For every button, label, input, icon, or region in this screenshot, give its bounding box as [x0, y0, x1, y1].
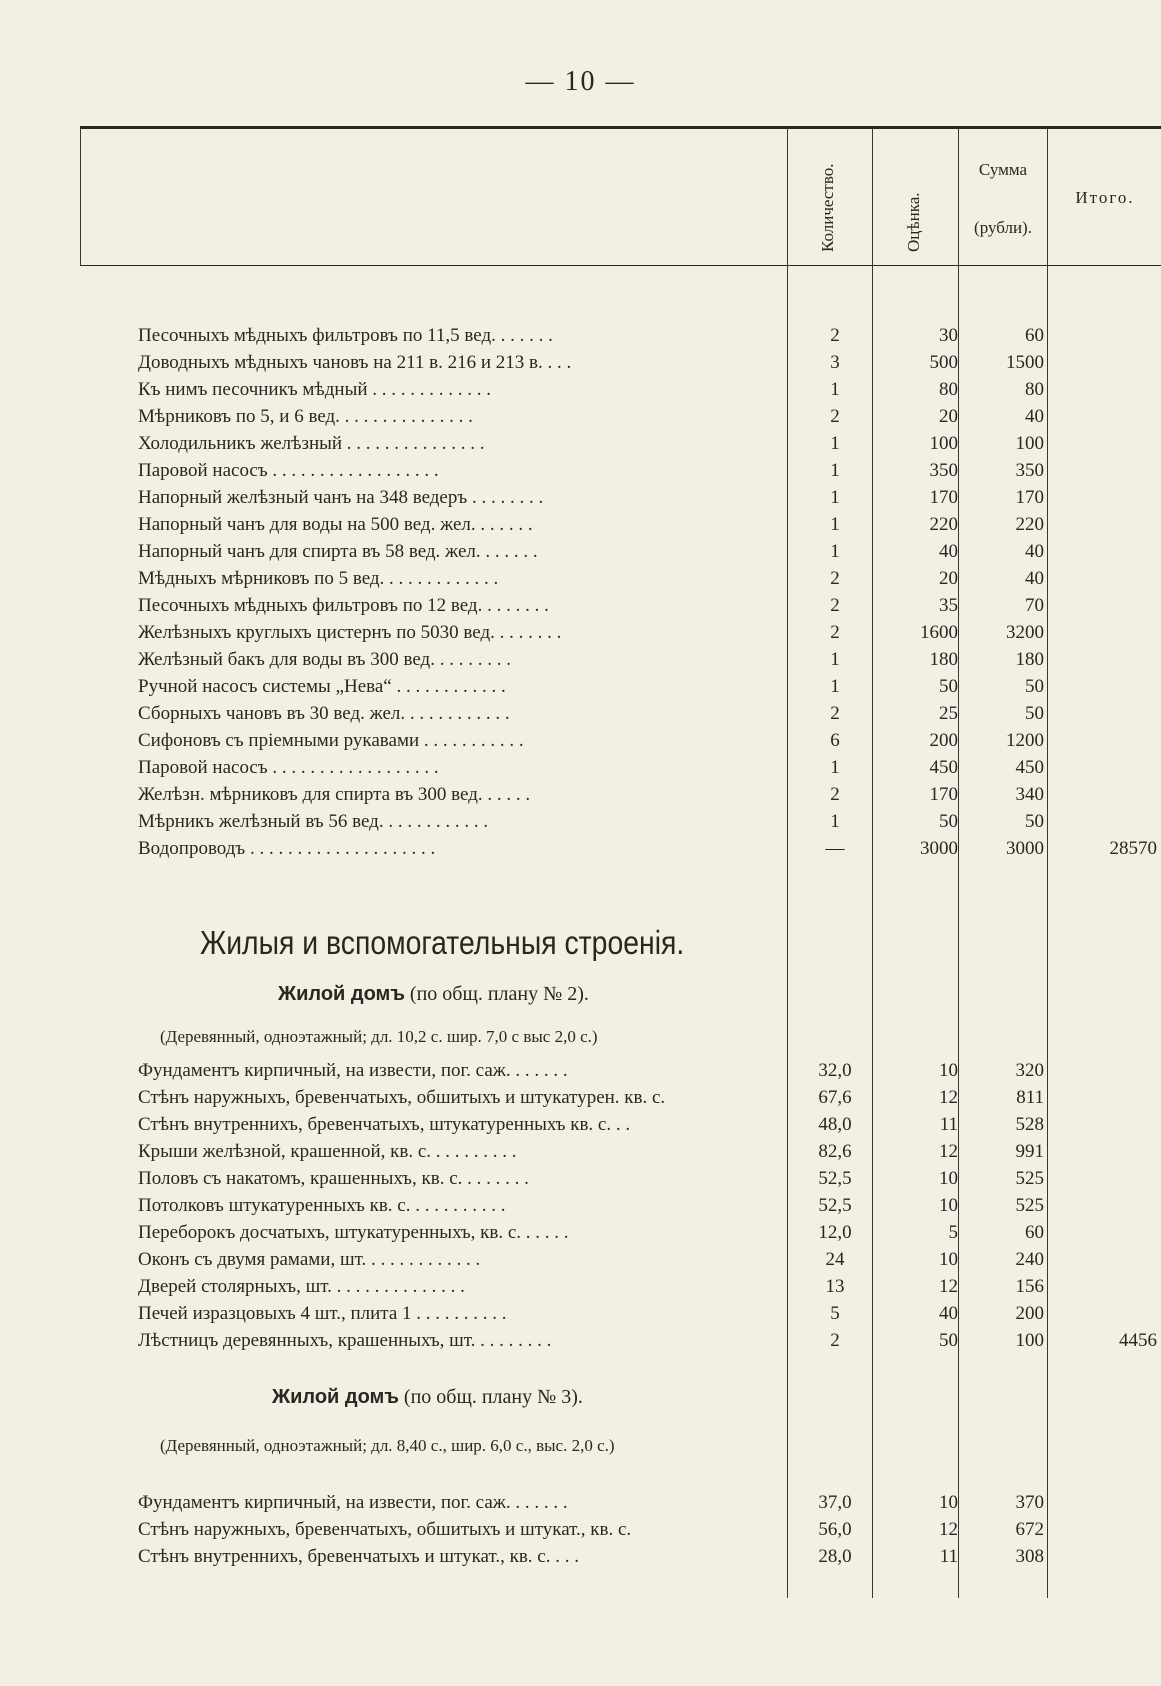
row-estimate: 12: [939, 1141, 958, 1162]
row-sum: 100: [1015, 433, 1044, 454]
row-sum: 672: [1015, 1519, 1044, 1540]
header-sum-line2: (рубли).: [974, 218, 1032, 237]
row-description: Мѣдныхъ мѣрниковъ по 5 вед. . . . . . . . . . . . .: [138, 568, 499, 589]
row-sum: 308: [1015, 1546, 1044, 1567]
row-estimate: 10: [939, 1168, 958, 1189]
table-top-rule: [80, 126, 1161, 129]
row-quantity: 2: [830, 325, 840, 346]
table-row: [0, 1301, 1161, 1327]
table-row: [0, 566, 1161, 592]
row-sum: 170: [1015, 487, 1044, 508]
row-sum: 40: [1025, 568, 1044, 589]
table-row: [0, 539, 1161, 565]
table-row: [0, 431, 1161, 457]
row-sum: 370: [1015, 1492, 1044, 1513]
row-sum: 525: [1015, 1168, 1044, 1189]
row-quantity: 12,0: [818, 1222, 852, 1243]
house3-heading: [272, 1386, 583, 1409]
table-row: [0, 782, 1161, 808]
row-quantity: 1: [830, 757, 840, 778]
row-estimate: 20: [939, 568, 958, 589]
row-quantity: 82,6: [818, 1141, 852, 1162]
page-number: — 10 —: [525, 66, 636, 97]
house3-title: Жилой домъ: [272, 1386, 399, 1408]
row-description: Холодильникъ желѣзный . . . . . . . . . . . . . . .: [138, 433, 485, 454]
row-sum: 1500: [1006, 352, 1044, 373]
house2-note: (Деревянный, одноэтажный; дл. 10,2 с. шир. 7,0 с выс 2,0 с.): [160, 1027, 598, 1046]
row-quantity: 13: [825, 1276, 845, 1297]
row-sum: 350: [1015, 460, 1044, 481]
header-sum-line1: Сумма: [978, 160, 1028, 179]
row-description: Оконъ съ двумя рамами, шт. . . . . . . . . . . . .: [138, 1249, 481, 1270]
row-description: Желѣзн. мѣрниковъ для спирта въ 300 вед. . . . . .: [138, 784, 531, 805]
row-sum: 525: [1015, 1195, 1044, 1216]
row-estimate: 20: [939, 406, 958, 427]
row-quantity: 1: [830, 649, 840, 670]
table-row: [0, 1274, 1161, 1300]
section-title: Жилыя и вспомогательныя строенія.: [200, 924, 685, 961]
row-description: Мѣрникъ желѣзный въ 56 вед. . . . . . . . . . . .: [138, 811, 489, 832]
table-row: [0, 593, 1161, 619]
row-sum: 340: [1015, 784, 1044, 805]
row-estimate: 50: [939, 676, 958, 697]
table-row: [0, 350, 1161, 376]
row-quantity: 1: [830, 811, 840, 832]
row-description: Стѣнъ наружныхъ, бревенчатыхъ, обшитыхъ и штукат., кв. с.: [138, 1519, 632, 1540]
row-description: Напорный чанъ для воды на 500 вед. жел. . . . . . .: [138, 514, 533, 535]
row-estimate: 50: [939, 1330, 958, 1351]
row-sum: 320: [1015, 1060, 1044, 1081]
row-sum: 528: [1015, 1114, 1044, 1135]
row-estimate: 80: [939, 379, 958, 400]
row-sum: 240: [1015, 1249, 1044, 1270]
row-sum: 200: [1015, 1303, 1044, 1324]
row-description: Желѣзный бакъ для воды въ 300 вед. . . . . . . . .: [138, 649, 511, 670]
row-estimate: 10: [939, 1492, 958, 1513]
row-description: Желѣзныхъ круглыхъ цистернъ по 5030 вед. . . . . . . .: [138, 622, 562, 643]
row-quantity: 37,0: [818, 1492, 852, 1513]
row-quantity: 5: [830, 1303, 840, 1324]
row-quantity: 2: [830, 622, 840, 643]
row-quantity: 6: [830, 730, 840, 751]
table-row: [0, 1490, 1161, 1516]
row-description: Сборныхъ чановъ въ 30 вед. жел. . . . . . . . . . . .: [138, 703, 510, 724]
row-estimate: 11: [939, 1546, 958, 1567]
row-description: Дверей столярныхъ, шт. . . . . . . . . . . . . . .: [138, 1276, 465, 1297]
row-estimate: 450: [929, 757, 958, 778]
row-quantity: 48,0: [818, 1114, 852, 1135]
table-row: [0, 701, 1161, 727]
table-row: [0, 1517, 1161, 1543]
row-quantity: 2: [830, 568, 840, 589]
row-description: Фундаментъ кирпичный, на извести, пог. саж. . . . . . .: [138, 1492, 568, 1513]
row-sum: 156: [1015, 1276, 1044, 1297]
row-estimate: 40: [939, 1303, 958, 1324]
house2-title: Жилой домъ: [278, 983, 405, 1005]
row-description: Переборокъ досчатыхъ, штукатуренныхъ, кв. с. . . . . .: [138, 1222, 569, 1243]
row-estimate: 11: [939, 1114, 958, 1135]
row-description: Ручной насосъ системы „Нева“ . . . . . . . . . . . .: [138, 676, 506, 697]
table-row: [0, 512, 1161, 538]
house3-plan: (по общ. плану № 3).: [398, 1386, 583, 1408]
row-sum: 450: [1015, 757, 1044, 778]
table-row: [0, 1247, 1161, 1273]
row-description: Фундаментъ кирпичный, на извести, пог. саж. . . . . . .: [138, 1060, 568, 1081]
row-description: Половъ съ накатомъ, крашенныхъ, кв. с. . . . . . . .: [138, 1168, 529, 1189]
row-description: Печей изразцовыхъ 4 шт., плита 1 . . . . . . . . . .: [138, 1303, 507, 1324]
header-estimate: Оцѣнка.: [904, 192, 923, 252]
row-quantity: 2: [830, 406, 840, 427]
table-row: [0, 647, 1161, 673]
row-estimate: 200: [929, 730, 958, 751]
row-description: Стѣнъ внутреннихъ, бревенчатыхъ и штукат., кв. с. . . .: [138, 1546, 579, 1567]
row-estimate: 5: [948, 1222, 958, 1243]
row-sum: 1200: [1006, 730, 1044, 751]
table-row: [0, 674, 1161, 700]
table-row: [0, 1139, 1161, 1165]
row-description: Напорный чанъ для спирта въ 58 вед. жел. . . . . . .: [138, 541, 538, 562]
row-quantity: 52,5: [818, 1195, 852, 1216]
table-row: [0, 755, 1161, 781]
row-estimate: 12: [939, 1087, 958, 1108]
table-row: [0, 1166, 1161, 1192]
row-description: Потолковъ штукатуренныхъ кв. с. . . . . . . . . . .: [138, 1195, 506, 1216]
row-estimate: 35: [939, 595, 958, 616]
row-sum: 50: [1025, 676, 1044, 697]
row-quantity: 1: [830, 676, 840, 697]
house2-plan: (по общ. плану № 2).: [404, 983, 589, 1005]
row-estimate: 170: [929, 487, 958, 508]
row-quantity: 1: [830, 514, 840, 535]
table-row: [0, 404, 1161, 430]
row-estimate: 40: [939, 541, 958, 562]
house3-note: (Деревянный, одноэтажный; дл. 8,40 с., шир. 6,0 с., выс. 2,0 с.): [160, 1436, 615, 1455]
table-row: [0, 1193, 1161, 1219]
row-description: Паровой насосъ . . . . . . . . . . . . . . . . . .: [138, 460, 439, 481]
row-sum: 180: [1015, 649, 1044, 670]
table-row: [0, 809, 1161, 835]
row-sum: 50: [1025, 703, 1044, 724]
row-quantity: 2: [830, 1330, 840, 1351]
row-estimate: 30: [939, 325, 958, 346]
row-quantity: —: [825, 838, 845, 859]
row-quantity: 28,0: [818, 1546, 852, 1567]
column-rule-left: [80, 128, 81, 266]
row-quantity: 32,0: [818, 1060, 852, 1081]
row-estimate: 100: [929, 433, 958, 454]
row-quantity: 1: [830, 541, 840, 562]
table-row: [0, 323, 1161, 349]
table-row: [0, 728, 1161, 754]
row-description: Сифоновъ съ пріемными рукавами . . . . . . . . . . .: [138, 730, 524, 751]
table-row: [0, 620, 1161, 646]
row-sum: 991: [1015, 1141, 1044, 1162]
row-quantity: 1: [830, 460, 840, 481]
row-sum: 3200: [1006, 622, 1044, 643]
header-quantity: Количество.: [818, 163, 837, 252]
row-sum: 40: [1025, 406, 1044, 427]
row-quantity: 2: [830, 703, 840, 724]
row-quantity: 67,6: [818, 1087, 852, 1108]
row-estimate: 180: [929, 649, 958, 670]
row-estimate: 10: [939, 1249, 958, 1270]
table-row: [0, 1085, 1161, 1111]
row-sum: 100: [1015, 1330, 1044, 1351]
row-description: Паровой насосъ . . . . . . . . . . . . . . . . . .: [138, 757, 439, 778]
table-row: [0, 1328, 1161, 1354]
row-description: Доводныхъ мѣдныхъ чановъ на 211 в. 216 и 213 в. . . .: [138, 352, 572, 373]
house2-heading: [278, 983, 589, 1006]
row-estimate: 220: [929, 514, 958, 535]
row-sum: 50: [1025, 811, 1044, 832]
row-sum: 220: [1015, 514, 1044, 535]
table-row: [0, 377, 1161, 403]
row-estimate: 50: [939, 811, 958, 832]
row-estimate: 12: [939, 1276, 958, 1297]
row-description: Мѣрниковъ по 5, и 6 вед. . . . . . . . . . . . . . .: [138, 406, 473, 427]
row-estimate: 500: [929, 352, 958, 373]
row-description: Водопроводъ . . . . . . . . . . . . . . . . . . . .: [138, 838, 436, 859]
row-quantity: 2: [830, 595, 840, 616]
table-row: [0, 1544, 1161, 1570]
row-estimate: 170: [929, 784, 958, 805]
table-row: [0, 485, 1161, 511]
row-quantity: 1: [830, 487, 840, 508]
table-header-rule: [80, 265, 1161, 266]
row-description: Песочныхъ мѣдныхъ фильтровъ по 11,5 вед. . . . . . .: [138, 325, 553, 346]
row-estimate: 3000: [920, 838, 958, 859]
header-total: Итого.: [1075, 188, 1135, 207]
row-description: Лѣстницъ деревянныхъ, крашенныхъ, шт. . . . . . . . .: [138, 1330, 552, 1351]
row-estimate: 1600: [920, 622, 958, 643]
table-row: [0, 1220, 1161, 1246]
row-sum: 811: [1016, 1087, 1044, 1108]
row-description: Песочныхъ мѣдныхъ фильтровъ по 12 вед. . . . . . . .: [138, 595, 549, 616]
row-description: Стѣнъ внутреннихъ, бревенчатыхъ, штукатуренныхъ кв. с. . .: [138, 1114, 631, 1135]
row-total: 28570: [1109, 838, 1157, 859]
table-row: [0, 1058, 1161, 1084]
row-estimate: 12: [939, 1519, 958, 1540]
row-sum: 80: [1025, 379, 1044, 400]
table-row: [0, 1112, 1161, 1138]
row-quantity: 24: [825, 1249, 845, 1270]
table-row: [0, 836, 1161, 862]
row-quantity: 56,0: [818, 1519, 852, 1540]
row-quantity: 1: [830, 433, 840, 454]
row-sum: 3000: [1006, 838, 1044, 859]
row-quantity: 52,5: [818, 1168, 852, 1189]
row-quantity: 2: [830, 784, 840, 805]
row-sum: 60: [1025, 325, 1044, 346]
row-sum: 60: [1025, 1222, 1044, 1243]
row-description: Напорный желѣзный чанъ на 348 ведеръ . . . . . . . .: [138, 487, 544, 508]
row-estimate: 10: [939, 1195, 958, 1216]
row-estimate: 25: [939, 703, 958, 724]
row-sum: 70: [1025, 595, 1044, 616]
row-quantity: 3: [830, 352, 840, 373]
table-row: [0, 458, 1161, 484]
row-estimate: 350: [929, 460, 958, 481]
row-description: Крыши желѣзной, крашенной, кв. с. . . . . . . . . .: [138, 1141, 517, 1162]
row-description: Стѣнъ наружныхъ, бревенчатыхъ, обшитыхъ и штукатурен. кв. с.: [138, 1087, 666, 1108]
row-quantity: 1: [830, 379, 840, 400]
row-sum: 40: [1025, 541, 1044, 562]
row-total: 4456: [1119, 1330, 1157, 1351]
row-description: Къ нимъ песочникъ мѣдный . . . . . . . . . . . . .: [138, 379, 492, 400]
row-estimate: 10: [939, 1060, 958, 1081]
